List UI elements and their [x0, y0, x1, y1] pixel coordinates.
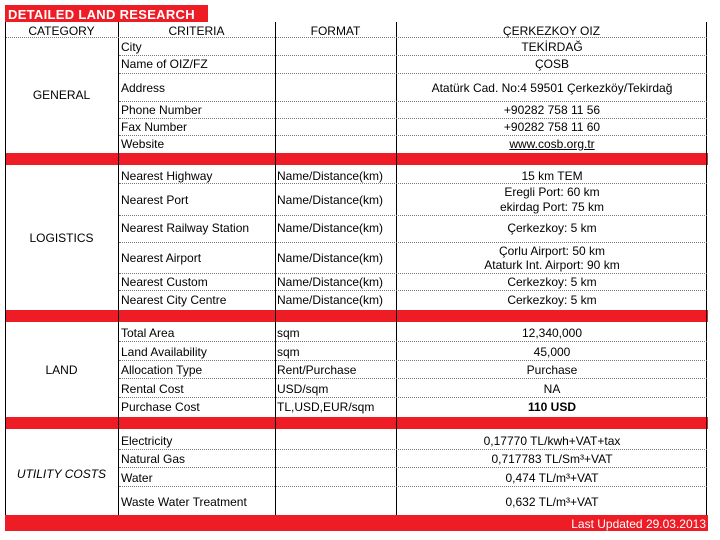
- header-oiz: ÇERKEZKOY OIZ: [502, 24, 601, 38]
- row-divider: [119, 449, 707, 450]
- format-city-centre: Name/Distance(km): [277, 293, 384, 307]
- page-title: DETAILED LAND RESEARCH: [8, 7, 195, 22]
- criteria-website: Website: [121, 137, 165, 151]
- value-allocation-type: Purchase: [526, 363, 578, 377]
- value-fax: +90282 758 11 60: [503, 120, 601, 134]
- value-waste-water: 0,632 TL/m³+VAT: [505, 495, 599, 509]
- criteria-railway: Nearest Railway Station: [121, 221, 250, 235]
- format-custom: Name/Distance(km): [277, 275, 384, 289]
- row-divider: [119, 467, 707, 468]
- row-divider: [119, 73, 707, 74]
- criteria-rental-cost: Rental Cost: [121, 382, 184, 396]
- value-purchase-cost: 110 USD: [527, 400, 577, 414]
- row-divider: [119, 486, 707, 487]
- value-website-link[interactable]: www.cosb.org.tr: [509, 137, 595, 151]
- row-divider: [119, 290, 707, 291]
- value-electricity: 0,17770 TL/kwh+VAT+tax: [483, 434, 621, 448]
- value-highway: 15 km TEM: [521, 169, 583, 183]
- category-logistics: LOGISTICS: [29, 231, 94, 245]
- row-divider: [119, 378, 707, 379]
- category-land: LAND: [45, 363, 78, 377]
- row-divider: [119, 397, 707, 398]
- column-divider: [275, 22, 276, 515]
- criteria-city: City: [121, 40, 142, 54]
- criteria-fax: Fax Number: [121, 120, 188, 134]
- value-airport-line2: Ataturk Int. Airport: 90 km: [484, 258, 620, 272]
- format-airport: Name/Distance(km): [277, 251, 384, 265]
- value-address: Atatürk Cad. No:4 59501 Çerkezköy/Tekirdağ: [431, 81, 673, 95]
- value-land-availability: 45,000: [533, 345, 571, 359]
- format-land-availability: sqm: [277, 345, 300, 359]
- value-custom: Cerkezkoy: 5 km: [507, 275, 597, 289]
- criteria-allocation-type: Allocation Type: [121, 363, 203, 377]
- row-divider: [119, 101, 707, 102]
- criteria-city-centre: Nearest City Centre: [121, 293, 227, 307]
- criteria-electricity: Electricity: [121, 434, 173, 448]
- criteria-purchase-cost: Purchase Cost: [121, 400, 200, 414]
- category-general: GENERAL: [32, 88, 91, 102]
- header-category: CATEGORY: [28, 24, 95, 38]
- format-purchase-cost: TL,USD,EUR/sqm: [277, 400, 375, 414]
- criteria-water: Water: [121, 471, 153, 485]
- criteria-waste-water: Waste Water Treatment: [121, 495, 247, 509]
- value-airport-line1: Çorlu Airport: 50 km: [498, 244, 606, 258]
- last-updated: Last Updated 29.03.2013: [571, 517, 706, 531]
- criteria-highway: Nearest Highway: [121, 169, 213, 183]
- category-utility-costs: UTILITY COSTS: [16, 467, 107, 481]
- value-natural-gas: 0,717783 TL/Sm³+VAT: [491, 452, 613, 466]
- criteria-oiz-name: Name of OIZ/FZ: [121, 57, 208, 71]
- value-phone: +90282 758 11 56: [503, 103, 601, 117]
- header-format: FORMAT: [310, 24, 361, 38]
- value-oiz-name: ÇOSB: [534, 57, 569, 71]
- row-divider: [119, 360, 707, 361]
- value-port-line2: ekirdag Port: 75 km: [499, 200, 605, 214]
- criteria-airport: Nearest Airport: [121, 251, 202, 265]
- row-divider: [6, 37, 707, 38]
- row-divider: [119, 118, 707, 119]
- format-port: Name/Distance(km): [277, 193, 384, 207]
- row-divider: [119, 273, 707, 274]
- value-port-line1: Eregli Port: 60 km: [504, 185, 600, 199]
- criteria-phone: Phone Number: [121, 103, 202, 117]
- format-allocation-type: Rent/Purchase: [277, 363, 357, 377]
- value-city-centre: Cerkezkoy: 5 km: [507, 293, 597, 307]
- value-railway: Çerkezkoy: 5 km: [507, 221, 597, 235]
- format-railway: Name/Distance(km): [277, 221, 384, 235]
- header-criteria: CRITERIA: [168, 24, 225, 38]
- row-divider: [119, 183, 707, 184]
- row-divider: [119, 242, 707, 243]
- format-total-area: sqm: [277, 326, 300, 340]
- format-rental-cost: USD/sqm: [277, 382, 329, 396]
- format-highway: Name/Distance(km): [277, 169, 384, 183]
- criteria-custom: Nearest Custom: [121, 275, 208, 289]
- value-total-area: 12,340,000: [521, 326, 583, 340]
- row-divider: [119, 341, 707, 342]
- column-divider: [118, 22, 119, 515]
- criteria-natural-gas: Natural Gas: [121, 452, 186, 466]
- criteria-port: Nearest Port: [121, 193, 189, 207]
- value-rental-cost: NA: [543, 382, 561, 396]
- value-city: TEKİRDAĞ: [521, 40, 583, 54]
- value-water: 0,474 TL/m³+VAT: [505, 471, 599, 485]
- criteria-land-availability: Land Availability: [121, 345, 207, 359]
- row-divider: [119, 215, 707, 216]
- criteria-total-area: Total Area: [121, 326, 175, 340]
- row-divider: [119, 135, 707, 136]
- criteria-address: Address: [121, 81, 166, 95]
- row-divider: [119, 55, 707, 56]
